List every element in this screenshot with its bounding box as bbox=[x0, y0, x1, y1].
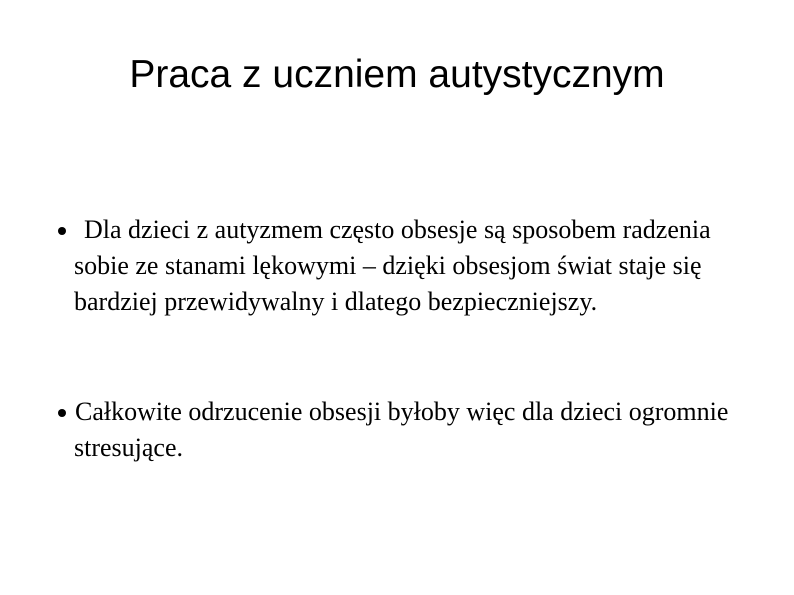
slide-title: Praca z uczniem autystycznym bbox=[129, 53, 665, 96]
bullet-dot-icon bbox=[58, 227, 66, 235]
bullet-text: Dla dzieci z autyzmem często obsesje są sposobem radzenia sobie ze stanami lękowymi – dzięki obsesjom świat staje się bardziej przewidywalny i dlatego bezpieczniejszy. bbox=[74, 215, 711, 316]
bullet-item bbox=[74, 212, 744, 320]
bullet-text: Całkowite odrzucenie obsesji byłoby więc dla dzieci ogromnie stresujące. bbox=[74, 397, 729, 462]
bullet-dot-icon bbox=[58, 409, 66, 417]
bullet-item bbox=[74, 394, 744, 466]
